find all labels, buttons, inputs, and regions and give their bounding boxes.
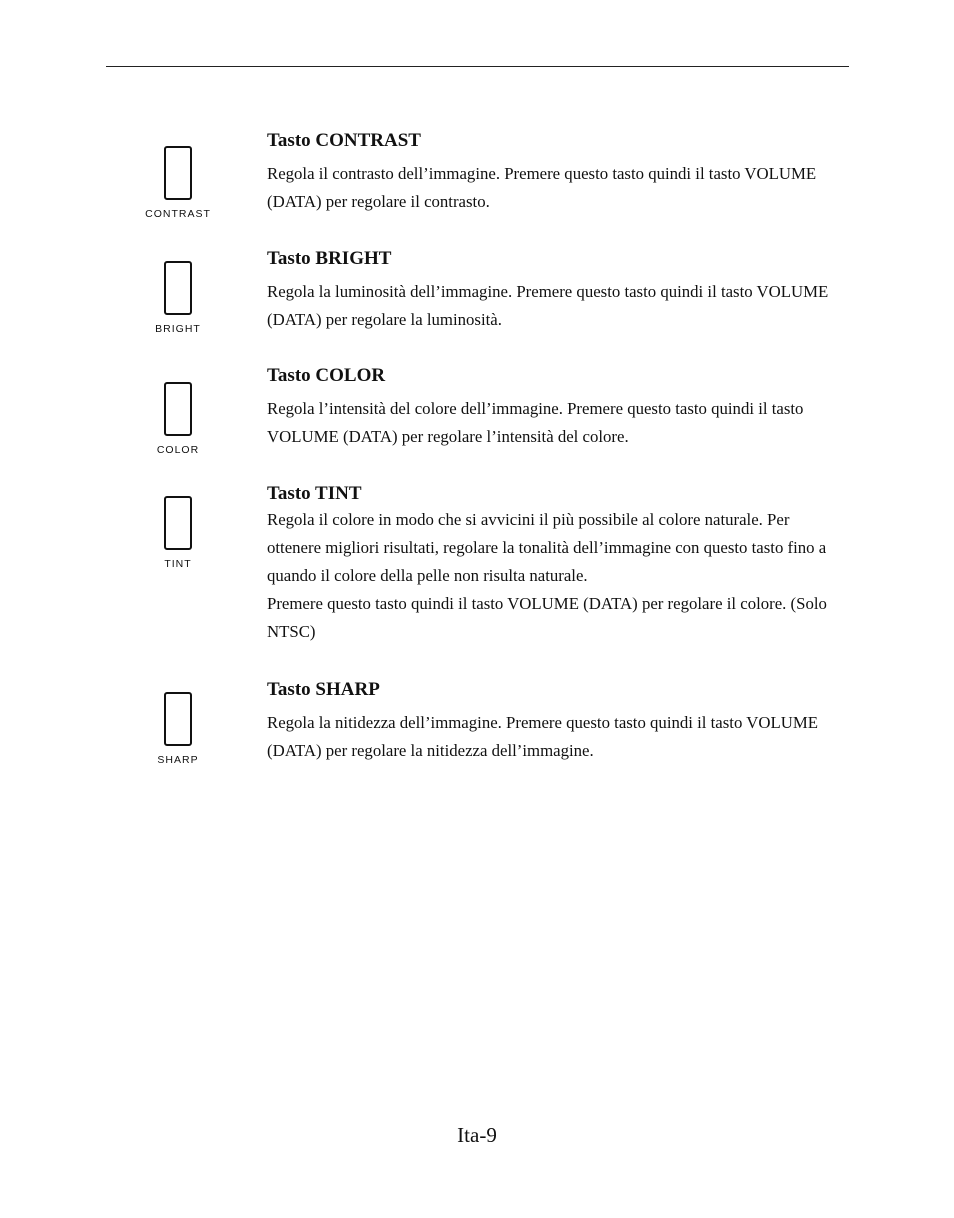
contrast-button-label: CONTRAST bbox=[145, 208, 211, 220]
body-paragraph: Regola la nitidezza dell’immagine. Premere questo tasto quindi il tasto VOLUME (DATA) per regolare la nitidezza dell’immagine. bbox=[267, 713, 819, 760]
sharp-description bbox=[267, 679, 839, 765]
color-description bbox=[267, 365, 839, 451]
color-button-icon bbox=[164, 382, 192, 436]
body-paragraph: Regola il colore in modo che si avvicini il più possibile al colore naturale. Per ottenere migliori risultati, regolare la tonalità dell’immagine con questo tasto fino a quando il colore della pelle non risulta naturale. bbox=[267, 510, 827, 585]
body-paragraph: Regola la luminosità dell’immagine. Premere questo tasto quindi il tasto VOLUME (DATA) per regolare la luminosità. bbox=[267, 282, 829, 329]
section-title: Tasto TINT bbox=[267, 483, 362, 504]
body-paragraph: Regola il contrasto dell’immagine. Premere questo tasto quindi il tasto VOLUME (DATA) per regolare il contrasto. bbox=[267, 164, 817, 211]
color-button-figure bbox=[118, 382, 238, 456]
body-paragraph: Premere questo tasto quindi il tasto VOLUME (DATA) per regolare il colore. (Solo NTSC) bbox=[267, 594, 827, 641]
section-title: Tasto CONTRAST bbox=[267, 130, 421, 151]
contrast-button-figure bbox=[118, 146, 238, 220]
contrast-description bbox=[267, 130, 839, 216]
bright-button-label: BRIGHT bbox=[155, 323, 201, 335]
section-body bbox=[267, 506, 839, 646]
sharp-button-icon bbox=[164, 692, 192, 746]
section-title: Tasto COLOR bbox=[267, 365, 386, 386]
tint-button-icon bbox=[164, 496, 192, 550]
section-body bbox=[267, 709, 839, 765]
section-title: Tasto BRIGHT bbox=[267, 248, 392, 269]
section-body bbox=[267, 278, 839, 334]
bright-button-icon bbox=[164, 261, 192, 315]
tint-button-figure bbox=[118, 496, 238, 570]
sharp-button-figure bbox=[118, 692, 238, 766]
section-body bbox=[267, 160, 839, 216]
contrast-button-icon bbox=[164, 146, 192, 200]
page-number: Ita-9 bbox=[457, 1123, 497, 1147]
tint-button-label: TINT bbox=[164, 558, 192, 570]
color-button-label: COLOR bbox=[156, 444, 200, 456]
section-body bbox=[267, 395, 839, 451]
section-title: Tasto SHARP bbox=[267, 679, 380, 700]
sharp-button-label: SHARP bbox=[157, 754, 199, 766]
header-rule bbox=[106, 66, 849, 67]
bright-description bbox=[267, 248, 839, 334]
body-paragraph: Regola l’intensità del colore dell’immagine. Premere questo tasto quindi il tasto VOLUME (DATA) per regolare l’intensità del colore. bbox=[267, 399, 804, 446]
tint-description bbox=[267, 483, 839, 646]
bright-button-figure bbox=[118, 261, 238, 335]
